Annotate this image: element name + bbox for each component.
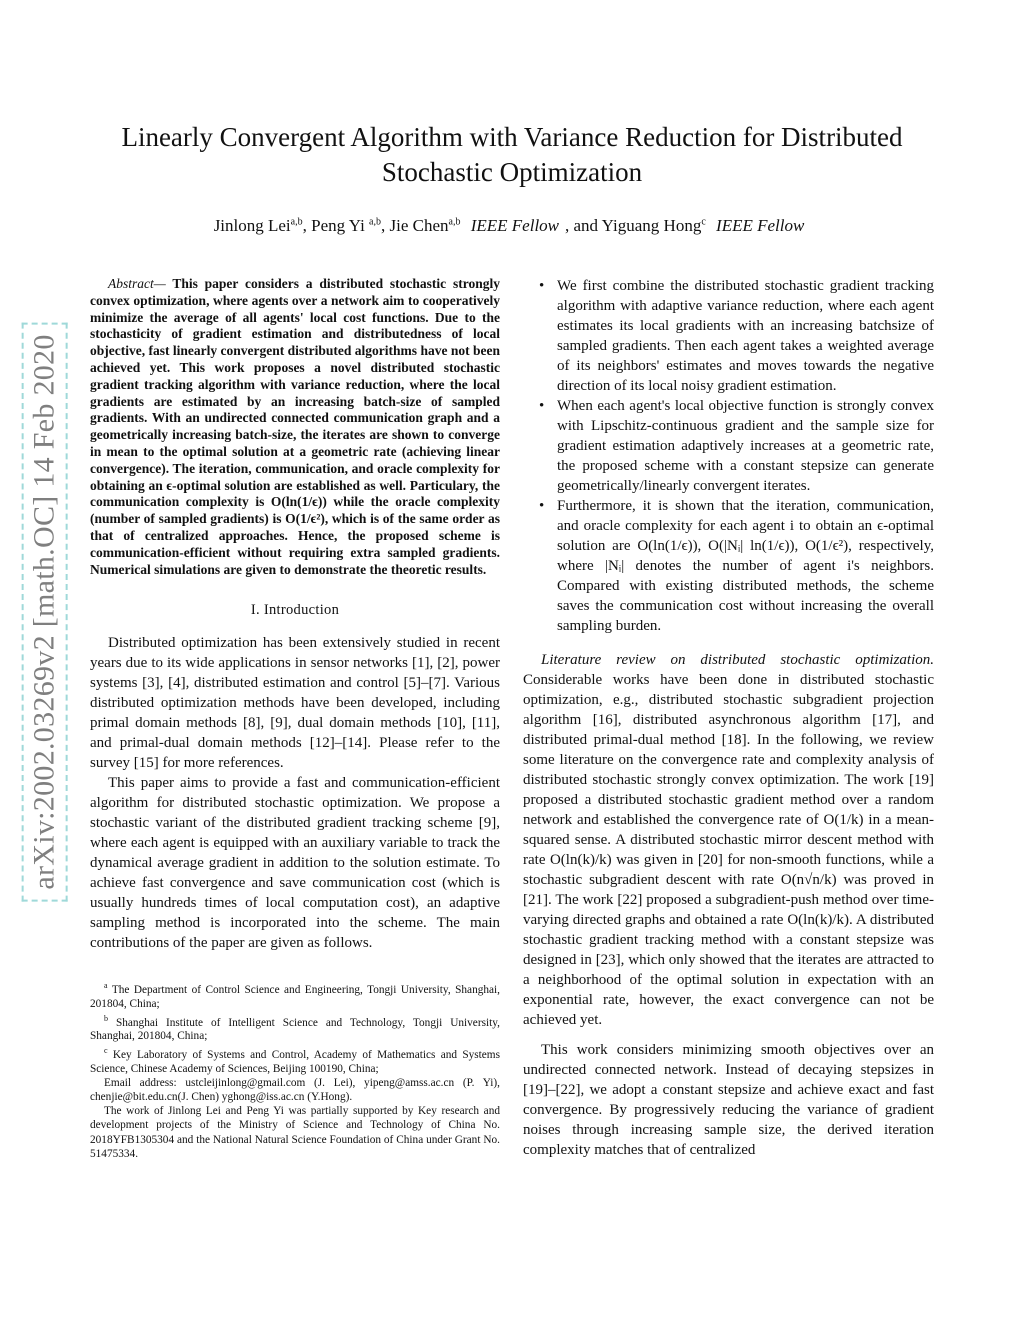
- section-heading: I. Introduction: [250, 602, 340, 619]
- author-chen: , Jie Chen: [381, 216, 449, 235]
- bullet-icon: •: [539, 398, 545, 414]
- footnote-text: The Department of Control Science and Engineering, Tongji University, Shanghai, 201804, China;: [90, 984, 500, 1011]
- affil-sup: a,b: [290, 216, 303, 228]
- footnote-mark: c: [104, 1045, 108, 1055]
- literature-review: [523, 650, 934, 1030]
- affil-sup: c: [701, 216, 706, 228]
- bullet-text: When each agent's local objective function is strongly convex with Lipschitz-continuous gradient and the sample size for gradient estimation adaptively increases at a geometric rate, the proposed scheme with a constant stepsize can generate geometrically/linearly convergent iterates.: [557, 398, 934, 494]
- bullet-text: Furthermore, it is shown that the iteration, communication, and oracle complexity for each agent i to obtain an ϵ-optimal solution are O(ln(1/ϵ)), O(|Nᵢ| ln(1/ϵ)), O(1/ϵ²), respectively, where |Nᵢ| denotes the number of agent i's neighbors. Compared with existing distributed methods, the scheme saves the communication cost without increasing the overall sampling burden.: [557, 498, 934, 634]
- arxiv-stamp: [20, 292, 70, 932]
- bullet-icon: •: [539, 498, 545, 514]
- footnote-c: [90, 1044, 500, 1076]
- intro-paragraph-2: This paper aims to provide a fast and communication-efficient algorithm for distributed stochastic optimization. We propose a stochastic variant of the distributed gradient tracking scheme [9], where each agent is equipped with an auxiliary variable to track the dynamical average gradient in addition to the solution estimate. To achieve fast convergence and save communication cost (which is usually hundreds times of local computation cost), an adaptive sampling method is incorporated into the scheme. The main contributions of the paper are given as follows.: [90, 775, 500, 952]
- paper-title: [100, 120, 924, 190]
- arxiv-id: arXiv:2002.03269v2 [math.OC] 14 Feb 2020: [22, 322, 68, 901]
- list-item: [523, 496, 934, 636]
- footnote-mark: a: [104, 981, 108, 991]
- bullet-text: We first combine the distributed stochastic gradient tracking algorithm with adaptive variance reduction, where each agent estimates its local gradients with an increasing batchsize of sampled gradients. Then each agent takes a weighted average of its neighbors' estimates and moves towards the negative direction of its local noisy gradient estimation.: [557, 278, 934, 394]
- title-line-2: Stochastic Optimization: [381, 157, 643, 187]
- author-yi: , Peng Yi: [302, 216, 365, 235]
- right-column: [523, 276, 934, 1160]
- footnote-a: [90, 979, 500, 1011]
- abstract-label: Abstract—: [108, 276, 166, 291]
- left-column: [90, 276, 500, 1161]
- affil-sup: a,b: [448, 216, 461, 228]
- footnotes: [90, 979, 500, 1161]
- fellow-label: IEEE Fellow: [470, 216, 560, 235]
- abstract: [90, 276, 500, 578]
- author-hong: , and Yiguang Hong: [565, 216, 702, 235]
- list-item: [523, 396, 934, 496]
- footnote-email: [90, 1076, 500, 1104]
- footnote-text: Shanghai Institute of Intelligent Science and Technology, Tongji University, Shanghai, 201804, China;: [90, 1016, 500, 1043]
- author-lei: Jinlong Lei: [213, 216, 291, 235]
- final-paragraph: This work considers minimizing smooth objectives over an undirected connected network. Instead of decaying stepsizes in [19]–[22], we adopt a constant stepsize and achieve exact and fast convergence. By progressively reducing the variance of gradient noises through increasing sample size, the derived iteration complexity matches that of centralized: [523, 1042, 934, 1158]
- fellow-label: IEEE Fellow: [716, 216, 805, 235]
- footnote-b: [90, 1012, 500, 1044]
- bullet-icon: •: [539, 278, 545, 294]
- list-item: [523, 276, 934, 396]
- footnote-funding: [90, 1104, 500, 1161]
- contribution-list: [523, 276, 934, 636]
- intro-paragraph-1: Distributed optimization has been extensively studied in recent years due to its wide applications in sensor networks [1], [2], power systems [3], [4], distributed estimation and control [5]–[7]. Various distributed optimization methods have been developed, including primal domain methods [8], [9], dual domain methods [10], [11], and primal-dual domain methods [12]–[14]. Please refer to the survey [15] for more references.: [90, 635, 500, 772]
- abstract-text: This paper considers a distributed stochastic strongly convex optimization, where agents over a network aim to cooperatively minimize the average of all agents' local cost functions. Due to the stochasticity of gradient estimation and distributedness of local objective, fast linearly convergent distributed algorithms have not been achieved yet. This work proposes a novel distributed stochastic gradient tracking algorithm with variance reduction, where the local gradients are estimated by an increasing batch-size of sampled gradients. With an undirected connected communication graph and a geometrically increasing batch-size, the iterates are shown to converge in mean to the optimal solution at a geometric rate (achieving linear convergence). The iteration, communication, and oracle complexity for obtaining an ϵ-optimal solution are established as well. Particulary, the communication complexity is O(ln(1/ϵ)) while the oracle complexity (number of sampled gradients) is O(1/ϵ²), which is of the same order as that of centralized approaches. Hence, the proposed scheme is communication-efficient without requiring extra sampled gradients. Numerical simulations are given to demonstrate the theoretic results.: [90, 276, 500, 577]
- footnote-text: Email address: ustcleijinlong@gmail.com (J. Lei), yipeng@amss.ac.cn (P. Yi), chenjie@bit.edu.cn(J. Chen) yghong@iss.ac.cn (Y.Hong).: [90, 1076, 500, 1104]
- title-line-1: Linearly Convergent Algorithm with Variance Reduction for Distributed: [121, 122, 903, 152]
- lit-label: Literature review on distributed stochastic optimization.: [541, 652, 934, 668]
- affil-sup: a,b: [369, 216, 381, 228]
- author-list: [100, 216, 924, 236]
- lit-text: Considerable works have been done in distributed stochastic optimization, e.g., distributed stochastic subgradient projection algorithm [16], distributed asynchronous algorithm [17], and distributed primal-dual method [18]. In the following, we review some literature on the convergence rate and complexity analysis of distributed stochastic strongly convex optimization. The work [19] proposed a distributed stochastic gradient method over a random network and established the convergence rate of O(1/k) in a mean-squared sense. A distributed stochastic mirror descent method with rate O(ln(k)/k) was given in [20] for non-smooth functions, while a stochastic subgradient descent with rate O(n√n/k) was proved in [21]. The work [22] proposed a subgradient-push method over time-varying directed graphs and obtained a rate O(ln(k)/k). A distributed stochastic gradient tracking method with a constant stepsize was designed in [23], which only showed that the iterates are attracted to a neighborhood of the optimal solution in expectation with an exponential rate, however, the exact convergence can not be achieved yet.: [523, 672, 934, 1028]
- footnote-mark: b: [104, 1013, 108, 1023]
- footnote-text: The work of Jinlong Lei and Peng Yi was partially supported by Key research and development projects of the Ministry of Science and Technology of China No. 2018YFB1305304 and the National Natural Science Foundation of China under Grant No. 51475334.: [90, 1105, 500, 1160]
- footnote-text: Key Laboratory of Systems and Control, Academy of Mathematics and Systems Science, Chinese Academy of Sciences, Beijing 100190, China;: [90, 1048, 500, 1075]
